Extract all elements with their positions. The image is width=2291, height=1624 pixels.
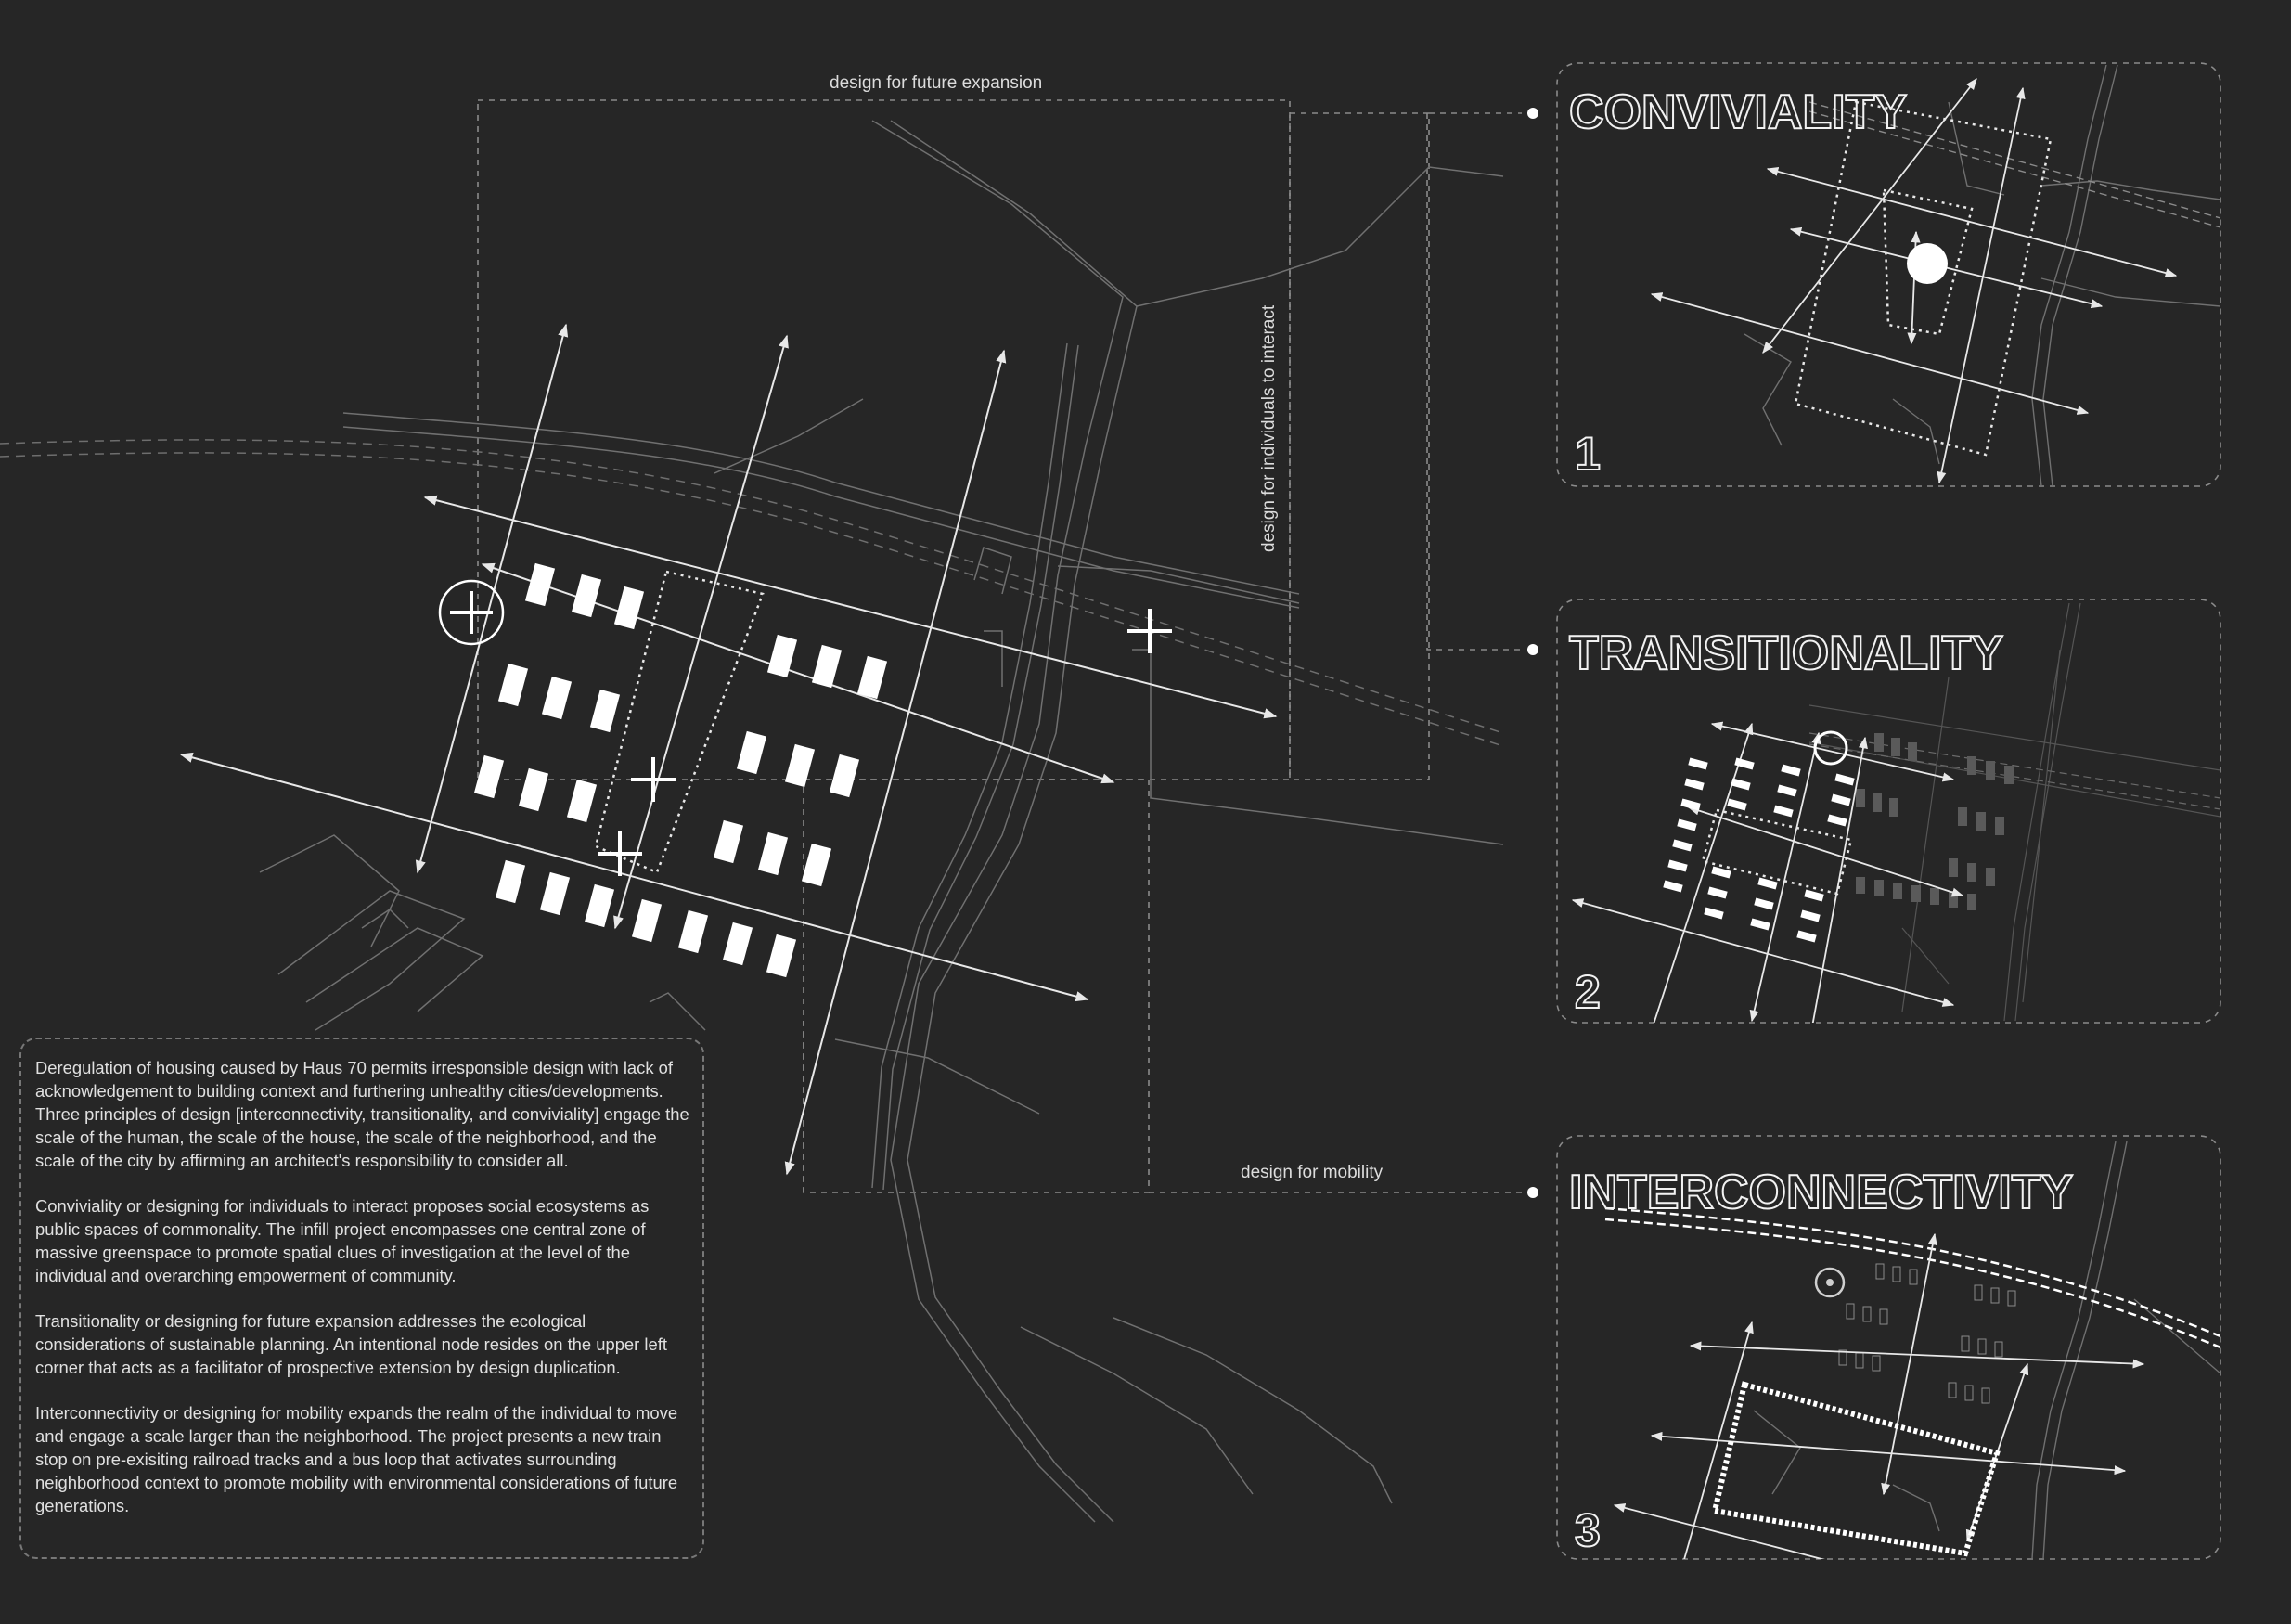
node-markers — [440, 581, 1172, 876]
description-box — [19, 1038, 704, 1559]
transitionality-connector — [1427, 113, 1522, 650]
mobility-zone — [804, 780, 1149, 1192]
future-expansion-label: design for future expansion — [830, 73, 1043, 93]
description-paragraph-haus70: Deregulation of housing caused by Haus 70 permits irresponsible design with lack of acknowledgement to building context and furthering unhealthy cities/developments. Three principles of design [interconnectivity, transitionality, and conviviality] engage the scale of the human, the scale of the house, the scale of the neighborhood, and the scale of the city by affirming an architect's responsibility to consider all. — [35, 1058, 689, 1170]
mobility-label: design for mobility — [1241, 1163, 1384, 1182]
conviviality-title: CONVIVIALITY — [1569, 85, 1908, 139]
description-paragraph-conviviality: Conviviality or designing for individuals to interact proposes social ecosystems as public spaces of commonality. The infill project encompasses one central zone of massive greenspace to promote spatial clues of investigation at the level of the individual and overarching empowerment of community. — [35, 1196, 650, 1285]
individuals-interact-label: design for individuals to interact — [1259, 304, 1279, 552]
housing-blocks — [474, 563, 887, 977]
description-paragraph-transitionality: Transitionality or designing for future expansion addresses the ecological considerations of sustainable planning. An intentional node resides on the upper left corner that acts as a facilitator of prospective extension by design duplication. — [35, 1311, 667, 1377]
description-paragraph-interconnectivity: Interconnectivity or designing for mobility expands the realm of the individual to move and engage a scale larger than the neighborhood. The project presents a new train stop on pre-exisiting railroad tracks and a bus loop that activates surrounding neighborhood context to promote mobility with environmental considerations of future generations. — [35, 1403, 678, 1515]
individuals-interact-zone — [1290, 113, 1429, 780]
future-expansion-zone — [478, 100, 1290, 780]
connector-dots — [1527, 108, 1538, 1198]
central-node-dot — [1907, 243, 1948, 284]
conviviality-number: 1 — [1575, 428, 1601, 480]
transitionality-number: 2 — [1575, 966, 1601, 1018]
zone-boundaries — [478, 100, 1522, 1192]
transitionality-title: TRANSITIONALITY — [1569, 626, 2003, 680]
interconnectivity-title: INTERCONNECTIVITY — [1569, 1166, 2074, 1219]
bus-loop — [1715, 1385, 1997, 1553]
interconnectivity-number: 3 — [1575, 1504, 1601, 1556]
